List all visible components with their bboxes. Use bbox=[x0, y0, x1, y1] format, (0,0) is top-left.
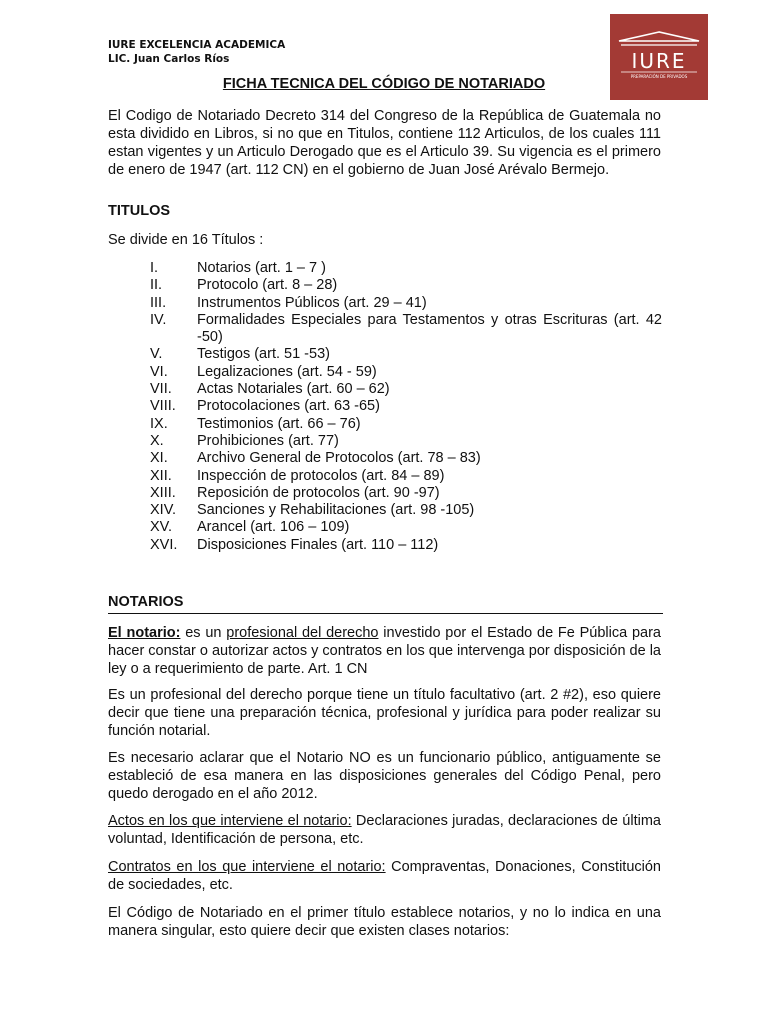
section-divider bbox=[108, 613, 663, 614]
item-text: Prohibiciones (art. 77) bbox=[197, 432, 339, 449]
item-text: Protocolo (art. 8 – 28) bbox=[197, 277, 338, 294]
titulos-list bbox=[150, 260, 662, 554]
item-number: III. bbox=[150, 294, 167, 311]
item-number: XII. bbox=[150, 467, 172, 484]
contratos-label: Contratos en los que interviene el notario: bbox=[108, 859, 386, 875]
list-item bbox=[150, 277, 662, 294]
titulos-heading: TITULOS bbox=[108, 203, 171, 219]
list-item bbox=[150, 398, 662, 415]
paragraph-actos bbox=[108, 812, 661, 848]
list-item bbox=[150, 381, 662, 398]
item-number: XIV. bbox=[150, 502, 177, 519]
list-item bbox=[150, 502, 662, 519]
item-text: Notarios (art. 1 – 7 ) bbox=[197, 260, 326, 276]
list-item bbox=[150, 433, 662, 450]
item-number: IX. bbox=[150, 415, 168, 432]
list-item bbox=[150, 416, 662, 433]
item-number: XIII. bbox=[150, 484, 176, 501]
actos-label: Actos en los que interviene el notario: bbox=[108, 813, 352, 829]
item-number: IV. bbox=[150, 311, 167, 328]
list-item bbox=[150, 260, 662, 277]
item-text: Formalidades Especiales para Testamentos y otras Escrituras (art. 42 -50) bbox=[197, 311, 662, 346]
item-number: VI. bbox=[150, 363, 168, 380]
definition-label: El notario: bbox=[108, 625, 181, 641]
list-item bbox=[150, 468, 662, 485]
definition-link: profesional del derecho bbox=[226, 625, 379, 641]
item-text: Disposiciones Finales (art. 110 – 112) bbox=[197, 536, 439, 553]
list-item bbox=[150, 312, 662, 347]
item-text: Archivo General de Protocolos (art. 78 – 83) bbox=[197, 450, 481, 467]
item-text: Actas Notariales (art. 60 – 62) bbox=[197, 381, 390, 398]
item-text: Instrumentos Públicos (art. 29 – 41) bbox=[197, 294, 427, 311]
item-number: II. bbox=[150, 277, 163, 294]
paragraph-titulo-facultativo: Es un profesional del derecho porque tiene un título facultativo (art. 2 #2), eso quiere decir que tiene una preparación técnica, profesional y jurídica para poder realizar su función notarial. bbox=[108, 687, 661, 739]
item-text: Sanciones y Rehabilitaciones (art. 98 -105) bbox=[197, 502, 475, 519]
iure-logo-text: IURE bbox=[631, 49, 687, 73]
header-author: LIC. Juan Carlos Ríos bbox=[108, 53, 230, 65]
item-text: Testigos (art. 51 -53) bbox=[197, 346, 330, 363]
list-item bbox=[150, 537, 662, 554]
item-number: V. bbox=[150, 346, 163, 363]
item-number: VIII. bbox=[150, 398, 176, 415]
document-title: FICHA TECNICA DEL CÓDIGO DE NOTARIADO bbox=[222, 76, 546, 92]
actos-text: Declaraciones juradas, declaraciones de última voluntad, Identificación de persona, etc. bbox=[108, 813, 661, 847]
definition-text: investido por el Estado de Fe Pública para hacer constar o autorizar actos y contratos en los que intervenga por disposición de la ley o a requerimiento de parte. Art. 1 CN bbox=[108, 625, 661, 677]
item-number: I. bbox=[150, 260, 159, 276]
item-number: XVI. bbox=[150, 536, 178, 553]
paragraph-clases: El Código de Notariado en el primer título establece notarios, y no lo indica en una manera singular, esto quiere decir que existen clases notarios: bbox=[108, 905, 661, 939]
item-text: Reposición de protocolos (art. 90 -97) bbox=[197, 484, 440, 501]
intro-paragraph: El Codigo de Notariado Decreto 314 del Congreso de la República de Guatemala no esta dividido en Libros, si no que en Titulos, contiene 112 Articulos, de los cuales 111 estan vigentes y un Articulo Derogado que es el Articulo 39. Su vigencia es el primero de enero de 1947 (art. 112 CN) en el gobierno de Juan José Arévalo Bermejo. bbox=[108, 108, 661, 178]
definition-pre: es un bbox=[180, 625, 227, 641]
item-text: Arancel (art. 106 – 109) bbox=[197, 519, 350, 536]
titulos-lead: Se divide en 16 Títulos : bbox=[108, 232, 264, 248]
notarios-heading: NOTARIOS bbox=[108, 594, 184, 610]
list-item bbox=[150, 450, 662, 467]
item-text: Inspección de protocolos (art. 84 – 89) bbox=[197, 467, 445, 484]
paragraph-contratos bbox=[108, 858, 661, 894]
item-text: Testimonios (art. 66 – 76) bbox=[197, 415, 361, 432]
header-institution: IURE EXCELENCIA ACADEMICA bbox=[108, 39, 286, 51]
contratos-text: Compraventas, Donaciones, Constitución de sociedades, etc. bbox=[108, 859, 661, 893]
notario-definition bbox=[108, 624, 661, 678]
item-number: XV. bbox=[150, 519, 173, 536]
item-text: Legalizaciones (art. 54 - 59) bbox=[197, 363, 377, 380]
item-number: XI. bbox=[150, 450, 168, 467]
item-text: Protocolaciones (art. 63 -65) bbox=[197, 398, 380, 415]
iure-logo-subtext: PREPARACIÓN DE PRIVADOS bbox=[630, 74, 688, 79]
item-number: X. bbox=[150, 432, 164, 449]
paragraph-funcionario: Es necesario aclarar que el Notario NO es un funcionario público, antiguamente se estableció de esa manera en las disposiciones generales del Código Penal, pero quedo derogado en el año 2012. bbox=[108, 750, 661, 802]
list-item bbox=[150, 485, 662, 502]
item-number: VII. bbox=[150, 381, 172, 398]
list-item bbox=[150, 364, 662, 381]
list-item bbox=[150, 295, 662, 312]
list-item bbox=[150, 346, 662, 363]
list-item bbox=[150, 519, 662, 536]
